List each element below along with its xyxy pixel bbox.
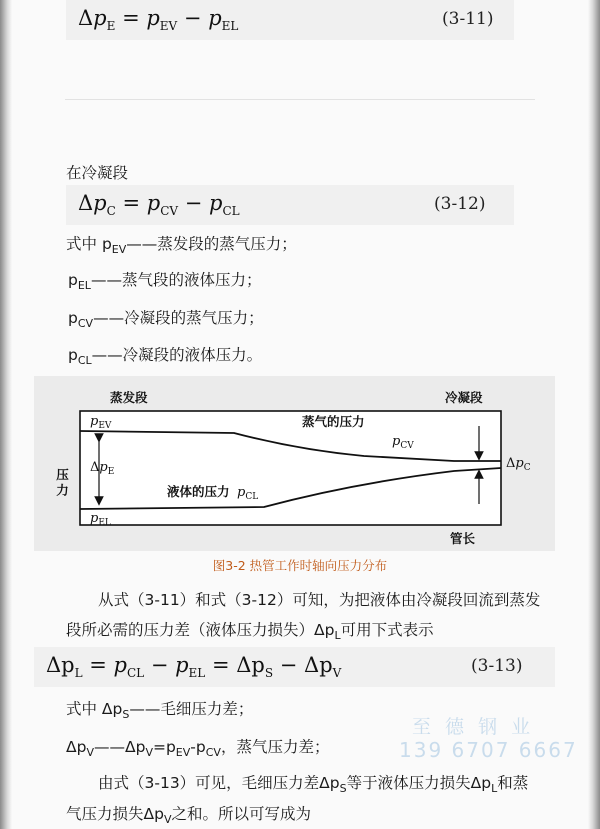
page-shadow-right (588, 0, 600, 829)
equation-3-13-number: (3-13) (471, 656, 523, 676)
equation-3-12-math: $\Delta p_C = p_{CV} - p_{CL}$ (78, 191, 240, 219)
paragraph-1-line-2: 段所必需的压力差（液体压力损失）$\Delta p_L$可用下式表示 (66, 621, 434, 643)
label-delta-pe: $\Delta p_E$ (90, 460, 115, 477)
label-evaporator: 蒸发段 (110, 390, 148, 405)
section-divider (65, 99, 535, 100)
label-p-ev: $p_{EV}$ (90, 414, 112, 431)
equation-3-12-number: (3-12) (434, 194, 486, 214)
label-p-el: $p_{EL}$ (90, 511, 111, 528)
equation-3-12 (66, 185, 514, 225)
label-p-cv: $p_{CV}$ (392, 434, 414, 451)
equation-3-11-math: $\Delta p_E = p_{EV} - p_{EL}$ (78, 6, 239, 34)
definition-p-el: $p_{EL}——$蒸气段的液体压力； (68, 271, 262, 293)
equation-3-11-number: (3-11) (442, 9, 494, 29)
label-pressure: 压力 (54, 468, 70, 499)
watermark-company: 至 德 钢 业 (412, 716, 535, 738)
pressure-diagram (34, 376, 555, 551)
definition-p-cl: $p_{CL}——$冷凝段的液体压力。 (68, 346, 263, 368)
page-shadow-left (0, 0, 12, 829)
figure-pressure-distribution (34, 376, 555, 551)
equation-3-13 (34, 647, 555, 687)
equation-3-13-math: $\Delta p_L = p_{CL} - p_{EL} = \Delta p_S - \Delta p_V$ (46, 653, 342, 681)
equation-3-11 (66, 0, 514, 40)
watermark-phone: 139 6707 6667 (399, 738, 578, 762)
label-p-cl: $p_{CL}$ (237, 485, 259, 502)
section-heading: 在冷凝段 (66, 164, 129, 182)
definition-p-cv: $p_{CV}——$冷凝段的蒸气压力； (68, 309, 264, 331)
label-liquid-pressure: 液体的压力 (167, 484, 230, 499)
label-condenser: 冷凝段 (445, 390, 483, 405)
label-vapor-pressure: 蒸气的压力 (302, 414, 365, 429)
paragraph-2-line-2: 气压力损失$\Delta p_V$之和。所以可写成为 (66, 805, 311, 827)
definition-delta-pv: $\Delta p_V——\Delta p_V=p_{EV}-p_{CV}$，蒸气压力差； (66, 738, 330, 760)
label-tube-length: 管长 (450, 531, 476, 546)
paragraph-2-line-1: 由式（3-13）可见，毛细压力差$\Delta p_S$等于液体压力损失$\Delta p_L$和蒸 (98, 774, 529, 796)
figure-caption: 图3-2 热管工作时轴向压力分布 (212, 558, 388, 573)
definition-delta-ps: 式中 $\Delta p_S——$毛细压力差； (66, 700, 254, 722)
label-delta-pc: $\Delta p_C$ (506, 456, 531, 473)
definition-p-ev: 式中 $p_{EV}——$蒸发段的蒸气压力； (66, 235, 297, 257)
paragraph-1-line-1: 从式（3-11）和式（3-12）可知，为把液体由冷凝段回流到蒸发 (98, 591, 541, 609)
